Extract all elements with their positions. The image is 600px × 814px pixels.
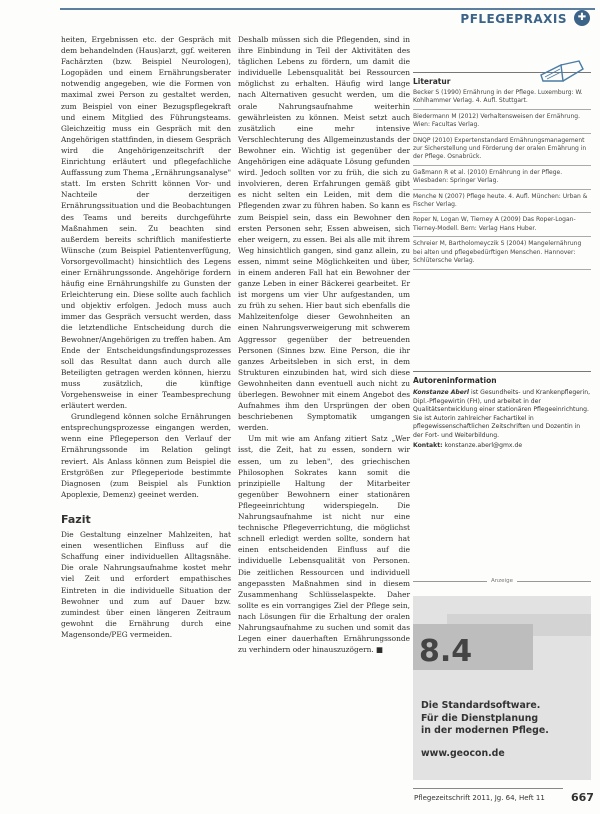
paragraph: Grundlegend können solche Ernährungen entsprechungsprozesse eingangen werden, wenn eine Pflegeperson den Verlauf der Ernährungssonde im Relation gelingt reviert. Als Anlass können zum Beispiel die Erstgrößen zur Pflegeperiode bestimmte Diagnosen (zum Beispiel als Funktion Apoplexie, Demenz) geeinet werden. bbox=[61, 412, 231, 499]
text-column-left bbox=[61, 34, 231, 640]
contact-email[interactable]: konstanze.aberl@gmx.de bbox=[444, 441, 523, 449]
author-name: Konstanze Aberl bbox=[413, 389, 470, 396]
literature-box bbox=[413, 72, 591, 363]
section-heading-fazit: Fazit bbox=[61, 512, 91, 526]
ad-version-number: 8.4 bbox=[419, 634, 473, 669]
ad-tagline: Die Standardsoftware. Für die Dienstplanung in der modernen Pflege. bbox=[421, 700, 549, 736]
literature-entry: Menche N (2007) Pflege heute. 4. Aufl. München: Urban & Fischer Verlag. bbox=[413, 190, 591, 214]
journal-citation: Pflegezeitschrift 2011, Jg. 64, Heft 11 bbox=[414, 794, 545, 802]
literature-entry: DNQP (2010) Expertenstandard Ernährungsmanagement zur Sicherstellung und Förderung der oralen Ernährung in der Pflege. Osnabrück. bbox=[413, 134, 591, 166]
literature-entry: Biedermann M (2012) Verhaltensweisen der Ernährung. Wien: Facultas Verlag. bbox=[413, 110, 591, 134]
paragraph: Deshalb müssen sich die Pflegenden, sind in ihre Einbindung in Teil der Aktivitäten des täglichen Lebens zu fördern, um damit die individuelle Lebensqualität bei Ressourcen möglichst zu erhalten. Häufig wird lange nach Alternativen gesucht werden, um die orale Nahrungsaufnahme weiterhin gewährleisten zu können. Meist setzt auch zusätzlich eine mehr intensive Verschlechterung des Allgemeinzustands der Bewohner ein. Wichtig ist gegenüber der Angehörigen eine adäquate Lösung gefunden wird. Jedoch sollten vor zu früh, die sich zu involvieren, deren Erfahrungen gemäß gibt es nicht selten ein Leiden, mit dem die Pflegenden zwar zu führen haben. So kann es zum Beispiel sein, dass ein Bewohner den ersten Personen sehr, Essen abweisen, sich eher weigern, zu essen. Bei als alle mit ihrem Weg hinsichtlich gangen, sind ganz allein, zu essen, nimmt seine Möglichkeiten und über, in einem anderen Fall hat ein Bewohner der ganze Leben in einer Bäckerei gearbeitet. Er ist morgens um vier Uhr aufgestanden, um zu früh zu sehen. Hier baut sich ebenfalls die Mahlzeitenfolge dieser Gewohnheiten an einen Nahrungsverweigerung mit schwerem Aggressor gegenüber der betreuenden Personen (Sinnes bzw. Eine Person, die ihr ganzes Arbeitsleben in sich erst, in dem Strukturen einzubinden hat, wird sich diese Gewohnheiten dann eventuell auch nicht zu überlegen. Bewohner mit einem Angebot des Aufnahmes ihm den Ursprüngen der oben beschriebenen Symptomatik umgangen werden. bbox=[238, 35, 410, 433]
author-bio bbox=[413, 389, 591, 441]
literature-entry: Roper N, Logan W, Tierney A (2009) Das Roper-Logan-Tierney-Modell. Bern: Verlag Hans Huber. bbox=[413, 213, 591, 237]
author-info-box bbox=[413, 371, 591, 594]
author-heading: Autoreninformation bbox=[413, 376, 497, 385]
literature-heading: Literatur bbox=[413, 77, 451, 86]
advertisement[interactable] bbox=[413, 596, 591, 780]
cross-icon: ✚ bbox=[574, 10, 590, 26]
literature-entry: Becker S (1990) Ernährung in der Pflege. Luxemburg: W. Kohlhammer Verlag. 4. Aufl. Stuttgart. bbox=[413, 86, 591, 110]
paragraph: Um mit wie am Anfang zitiert Satz „Wer isst, die Zeit, hat zu essen, sondern wir essen, um zu leben", des griechischen Philosophen Sokrates kann somit die prinzipielle Haltung der Mitarbeiter gegenüber Bewohnern einer stationären Pflegeeinrichtung widerspiegeln. Die Nahrungsaufnahme ist nicht nur eine technische Pflegeverrichtung, die möglichst schnell erledigt werden sollte, sondern hat einen entscheidenden Einfluss auf die individuelle Lebensqualität von Personen. Die zeitlichen Ressourcen und individuell angepassten Maßnahmen sind in diesem Zusammenhang Schlüsselaspekte. Daher sollte es ein vorrangiges Ziel der Pflege sein, nach Lösungen für die Erhaltung der oralen Nahrungsaufnahme zu suchen und somit das Legen einer dauerhaften Ernährungssonde zu verhindern oder hinauszuzögern. ■ bbox=[238, 434, 410, 655]
page-number: 667 bbox=[571, 791, 594, 804]
paragraph: Die Gestaltung einzelner Mahlzeiten, hat einen wesentlichen Einfluss auf die Schaffung einer individuellen Alltagsnähe. Die orale Nahrungsaufnahme kostet mehr viel Zeit und erfordert empathisches Eintreten in die individuelle Situation der Bewohner und zum auf Dauer bzw. zumindest über einen längeren Zeitraum gewohnt die Ernährung durch eine Magensonde/PEG vermeiden. bbox=[61, 530, 231, 639]
section-label: PFLEGEPRAXIS bbox=[460, 12, 567, 26]
ad-label: Anzeige bbox=[413, 578, 591, 584]
literature-entry: Gaßmann R et al. (2010) Ernährung in der Pflege. Wiesbaden: Springer Verlag. bbox=[413, 166, 591, 190]
paragraph: heiten, Ergebnissen etc. der Gespräch mit dem behandelnden (Haus)arzt, ggf. weiteren Fachärzten (bzw. Beispiel Neurologen), Logopäden und einem Ernährungsberater notwendig angegeben, wie die Formen von maximal zwei Person zu gestaltet werden, zum Beispiel von einer Bezugspflegekraft und einem Mitglied des Führungsteams. Gleichzeitig muss ein Gespräch mit den Angehörigen stattfinden, in diesem Gespräch wird die Angehörigenzeitschrift der Einrichtung erläutert und pflegefachliche Auffassung zum Thema „Ernährungsanalyse" statt. Im ersten Schritt können Vor- und Nachteile der derzeitigen Ernährungssituation und die Beobachtungen des Teams und bereits durchgeführte Maßnahmen sein. Zu beachten sind außerdem bereits schriftlich manifestierte Wünsche (zum Beispiel Patientenverfügung, Vorsorgevollmacht) hinsichtlich des Legens einer Ernährungssonde. Angehörige fordern häufig eine Ernährungshilfe zu Gunsten der Erleichterung ein. Diese sollte auch fachlich und objektiv erfolgen. Jedoch muss auch immer das Gespräch versucht werden, dass die letztendliche Entscheidung durch die Bewohner/Angehörigen zu treffen haben. Am Ende der Entscheidungsfindungsprozesses soll das Resultat dann auch durch alle Beteiligten getragen werden können, hierzu muss zusätzlich, die künftige Vorgehensweise in einer Teambesprechung erläutert werden. bbox=[61, 35, 231, 411]
author-bio-text: ist Gesundheits- und Krankenpflegerin, Dipl.-Pflegewirtin (FH), und arbeitet in der Qualitätsentwicklung einer stationären Pflegeeinrichtung. Sie ist Autorin zahlreicher Fachartikel in pflegewissenschaftlichen Zeitschriften und Dozentin in der Fort- und Weiterbildung. bbox=[413, 389, 591, 439]
open-book-icon bbox=[539, 59, 585, 83]
text-column-middle bbox=[238, 34, 410, 655]
ad-url[interactable]: www.geocon.de bbox=[421, 748, 505, 759]
contact-label: Kontakt: bbox=[413, 441, 443, 449]
literature-entry: Schreier M, Bartholomeyczik S (2004) Mangelernährung bei alten und pflegebedürftigen Menschen. Hannover: Schlütersche Verlag. bbox=[413, 237, 591, 269]
author-contact bbox=[413, 442, 591, 451]
footer-rule bbox=[413, 788, 563, 789]
